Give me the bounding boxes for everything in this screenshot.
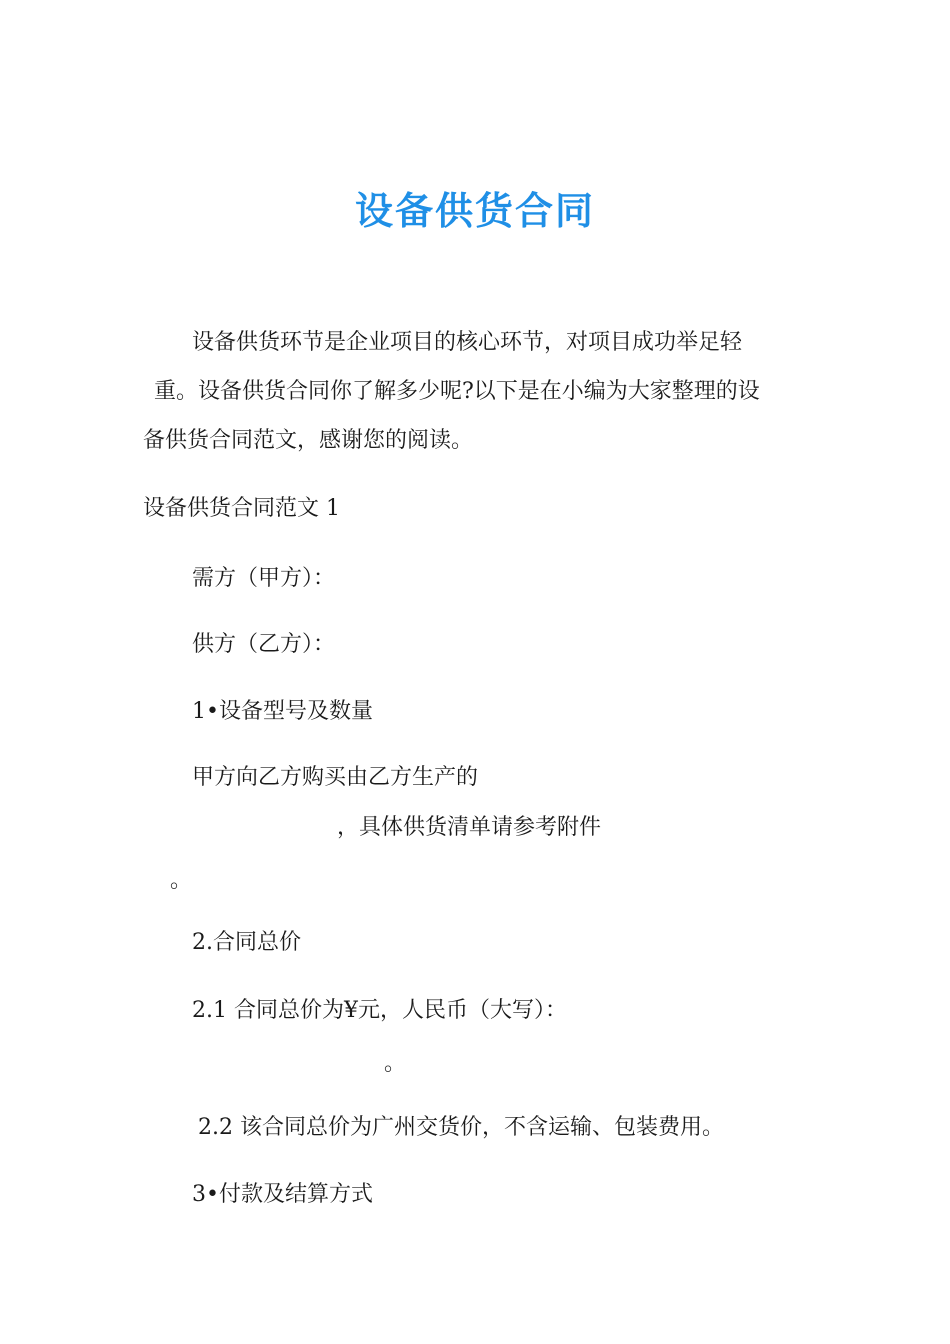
intro-line-2: 重。设备供货合同你了解多少呢?以下是在小编为大家整理的设 bbox=[154, 379, 760, 404]
party-b-label: 供方（乙方）： bbox=[192, 632, 336, 657]
document-title: 设备供货合同 bbox=[354, 189, 595, 233]
clause-1-text-1: 甲方向乙方购买由乙方生产的 bbox=[192, 765, 479, 790]
intro-line-3: 备供货合同范文，感谢您的阅读。 bbox=[143, 428, 474, 453]
clause-2-title: 2.合同总价 bbox=[192, 930, 301, 955]
clause-2-2: 2.2 该合同总价为广州交货价，不含运输、包装费用。 bbox=[198, 1115, 724, 1140]
clause-2-1-end: 。 bbox=[384, 1051, 407, 1076]
clause-3-title: 3•付款及结算方式 bbox=[192, 1182, 373, 1207]
section-title: 设备供货合同范文 1 bbox=[143, 496, 340, 521]
clause-1-title: 1•设备型号及数量 bbox=[192, 699, 373, 724]
clause-1-text-2: ，具体供货清单请参考附件 bbox=[337, 815, 602, 840]
clause-2-1: 2.1 合同总价为¥元，人民币（大写）： bbox=[192, 998, 567, 1023]
party-a-label: 需方（甲方）： bbox=[192, 566, 336, 591]
clause-1-text-3: 。 bbox=[170, 868, 193, 893]
intro-line-1: 设备供货环节是企业项目的核心环节，对项目成功举足轻 bbox=[192, 330, 743, 355]
